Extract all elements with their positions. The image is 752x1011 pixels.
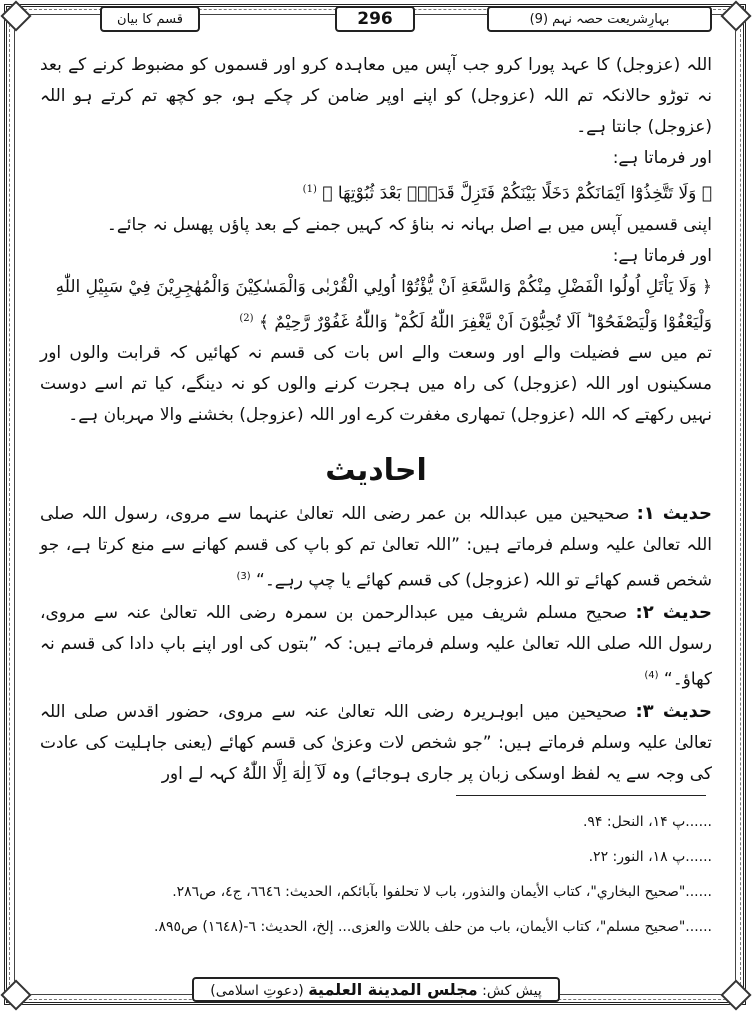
book-title: بہارِشریعت حصہ نہم (9) xyxy=(487,6,712,32)
and-says-label: اور فرماتا ہے: xyxy=(612,245,712,266)
presented-by-label: پیش کش: xyxy=(482,983,542,999)
verse-translation: اپنی قسمیں آپس میں بے اصل بہانہ نہ بناؤ کہ کہیں جمنے کے بعد پاؤں پھسل نہ جائے۔ xyxy=(106,214,712,235)
page-number: 296 xyxy=(335,6,415,32)
hadith-entry xyxy=(40,597,712,696)
publisher-name: مجلس المدینة العلمیة xyxy=(308,980,478,999)
quran-verse xyxy=(40,303,712,339)
publisher-box xyxy=(192,977,560,1002)
page-header xyxy=(40,6,712,34)
footnote-ref: (4) xyxy=(644,669,659,681)
hadith-text: صحیحین میں عبداللہ بن عمر رضی اللہ تعالیٰ عنہما سے مروی، رسول اللہ صلی اللہ تعالیٰ علیہ وسلم فرماتے ہیں: ”اللہ تعالیٰ تم کو باپ کی قسم کھانے سے منع کرتا ہے، جو شخص قسم کھائے تو اللہ (عزوجل) کی قسم کھائے یا چپ رہے۔“ xyxy=(40,504,712,591)
hadith-entry xyxy=(40,498,712,597)
verse-text: وَلْيَعْفُوْا وَلْيَصْفَحُوْا ؕ اَلَا تُحِبُّوْنَ اَنْ يَّغْفِرَ اللّٰهُ لَكُمْ ؕ وَاللّٰهُ غَفُوْرٌ رَّحِيْمٌ ﴾ xyxy=(258,312,712,333)
and-says-label: اور فرماتا ہے: xyxy=(612,148,712,168)
chapter-title: قسم کا بیان xyxy=(100,6,200,32)
section-heading: احادیث xyxy=(325,453,427,489)
footnote-divider xyxy=(456,795,706,796)
footnote-item: ......"صحیح البخاري"، کتاب الأیمان والنذور، باب لا تحلفوا بآبائکم، الحدیث: ٦٦٤٦، ج٤، ص٢٨٦. xyxy=(172,884,712,900)
hadith-text: صحیح مسلم شریف میں عبدالرحمن بن سمرہ رضی اللہ تعالیٰ عنہ سے مروی، رسول اللہ صلی اللہ تعالیٰ علیہ وسلم فرماتے ہیں: کہ ”بتوں کی اور اپنے باپ دادا کی قسم نہ کھاؤ۔“ xyxy=(40,602,712,690)
verse-text: ﴿ وَلَا تَتَّخِذُوْٓا اَيْمَانَكُمْ دَخَلًا بَيْنَكُمْ فَتَزِلَّ قَدَمٌۢ بَعْدَ ثُبُوْتِهَا ﴾ xyxy=(322,183,712,204)
footnotes xyxy=(40,805,712,945)
quran-verse xyxy=(40,174,712,210)
page-footer xyxy=(0,977,752,1005)
footnote-ref: (2) xyxy=(239,312,254,324)
verse-translation: تم میں سے فضیلت والے اور وسعت والے اس بات کی قسم نہ کھائیں کہ قرابت والوں اور مسکینوں اور اللہ (عزوجل) کی راہ میں ہجرت کرنے والوں کو نہ دینگے، کیا تم اسے دوست نہیں رکھتے کہ اللہ (عزوجل) تمھاری مغفرت کرے اور اللہ (عزوجل) بخشنے والا مہربان ہے۔ xyxy=(40,343,712,426)
footnote-item: ......پ ۱۸، النور: ۲۲. xyxy=(588,849,712,865)
footnote-ref: (3) xyxy=(236,571,251,583)
intro-paragraph: اللہ (عزوجل) کا عہد پورا کرو جب آپس میں معاہدہ کرو اور قسموں کو مضبوط کرنے کے بعد نہ توڑو حالانکہ تم اللہ (عزوجل) کو اپنے اوپر ضامن کر چکے ہو، جو کچھ تم کرتے ہو اللہ (عزوجل) جانتا ہے۔ xyxy=(40,55,712,137)
hadith-label: حدیث ۲: xyxy=(635,601,713,623)
hadith-label: حدیث ۱: xyxy=(636,503,712,525)
main-content xyxy=(40,50,712,790)
publisher-org: (دعوتِ اسلامی) xyxy=(210,983,304,999)
hadith-entry xyxy=(40,696,712,790)
hadith-text: صحیحین میں ابوہریرہ رضی اللہ تعالیٰ عنہ سے مروی، حضور اقدس صلی اللہ تعالیٰ علیہ وسلم فرماتے ہیں: ”جو شخص لات وعزیٰ کی قسم کھائے (یعنی جاہلیت کی عادت کی وجہ سے یہ لفظ اوسکی زبان پر جاری ہوجائے) وہ لَآ اِلٰهَ اِلَّا اللّٰهُ کہہ لے اور xyxy=(40,701,712,784)
footnote-item: ......"صحیح مسلم"، کتاب الأیمان، باب من حلف باللات والعزى... إلخ، الحدیث: ٦-(١٦٤٨) ص٨٩٥. xyxy=(154,919,712,935)
hadith-label: حدیث ۳: xyxy=(635,700,712,722)
footnote-item: ......پ ۱۴، النحل: ۹۴. xyxy=(582,814,712,830)
footnote-ref: (1) xyxy=(302,184,317,195)
quran-verse-line: ﴿ وَلَا يَاْتَلِ اُولُوا الْفَضْلِ مِنْكُمْ وَالسَّعَةِ اَنْ يُّؤْتُوْٓا اُولِي الْقُرْبٰى وَالْمَسٰكِيْنَ وَالْمُهٰجِرِيْنَ فِيْ سَبِيْلِ اللّٰهِ xyxy=(55,276,712,297)
